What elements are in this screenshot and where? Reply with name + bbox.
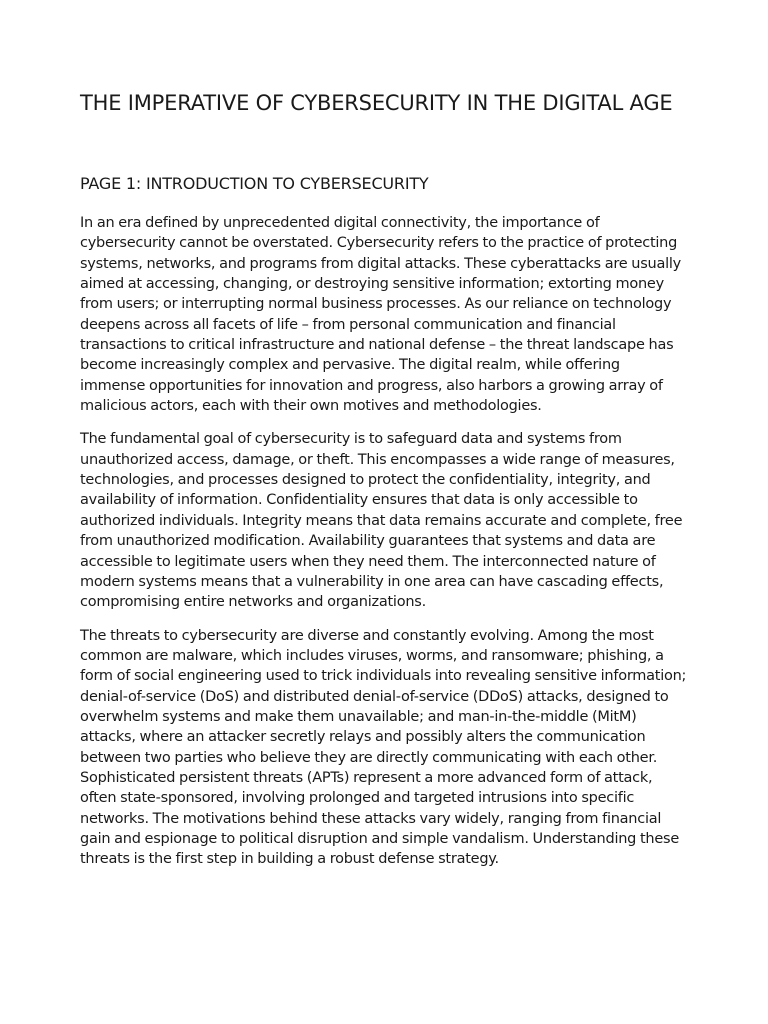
body-paragraph-3: The threats to cybersecurity are diverse and constantly evolving. Among the most common are malware, which includes viruses, worms, and ransomware; phishing, a form of social engineering used to trick individuals into revealing sensitive information; denial-of-service (DoS) and distributed denial-of-service (DDoS) attacks, designed to overwhelm systems and make them unavailable; and man-in-the-middle (MitM) attacks, where an attacker secretly relays and possibly alters the communication between two parties who believe they are directly communicating with each other. Sophisticated persistent threats (APTs) represent a more advanced form of attack, often state-sponsored, involving prolonged and targeted intrusions into specific networks. The motivations behind these attacks vary widely, ranging from financial gain and espionage to political disruption and simple vandalism. Understanding these threats is the first step in building a robust defense strategy. xyxy=(80,627,687,868)
section-heading: PAGE 1: INTRODUCTION TO CYBERSECURITY xyxy=(80,174,429,193)
document-page xyxy=(80,88,688,870)
body-paragraph-1: In an era defined by unprecedented digital connectivity, the importance of cybersecurity cannot be overstated. Cybersecurity refers to the practice of protecting systems, networks, and programs from digital attacks. These cyberattacks are usually aimed at accessing, changing, or destroying sensitive information; extorting money from users; or interrupting normal business processes. As our reliance on technology deepens across all facets of life – from personal communication and financial transactions to critical infrastructure and national defense – the threat landscape has become increasingly complex and pervasive. The digital realm, while offering immense opportunities for innovation and progress, also harbors a growing array of malicious actors, each with their own motives and methodologies. xyxy=(80,215,681,415)
document-title: THE IMPERATIVE OF CYBERSECURITY IN THE DIGITAL AGE xyxy=(80,91,673,115)
body-paragraph-2: The fundamental goal of cybersecurity is to safeguard data and systems from unauthorized access, damage, or theft. This encompasses a wide range of measures, technologies, and processes designed to protect the confidentiality, integrity, and availability of information. Confidentiality ensures that data is only accessible to authorized individuals. Integrity means that data remains accurate and complete, free from unauthorized modification. Availability guarantees that systems and data are accessible to legitimate users when they need them. The interconnected nature of modern systems means that a vulnerability in one area can have cascading effects, compromising entire networks and organizations. xyxy=(80,431,683,611)
